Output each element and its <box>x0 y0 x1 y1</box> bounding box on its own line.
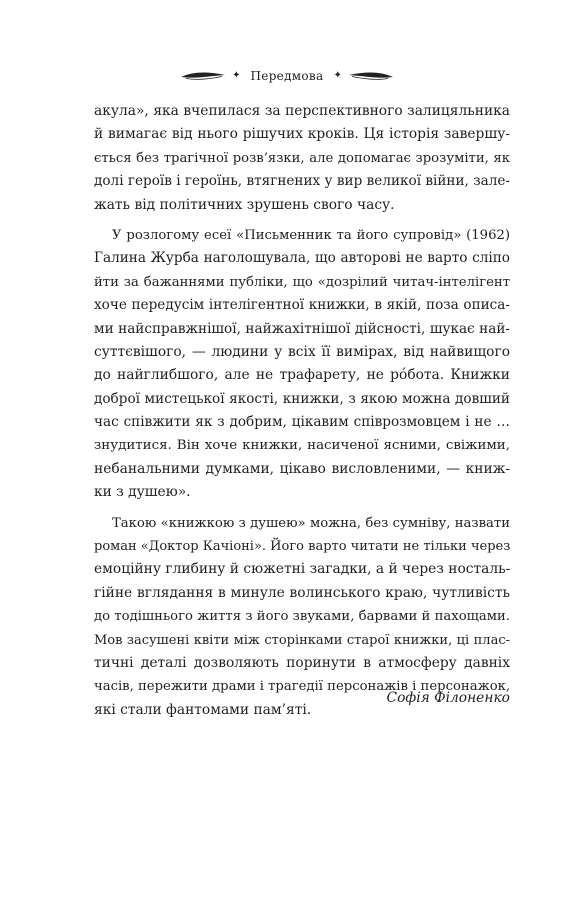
text-line: роман «Доктор Качіоні». Його варто читати не тільки через <box>94 539 511 555</box>
diamond-icon: ✦ <box>333 70 342 81</box>
text-line: Мов засушені квіти між сторінками старої книжки, ці плас- <box>94 632 510 648</box>
page-header-title: Передмова <box>250 69 324 83</box>
text-line: долі героїв і героїнь, втягнених у вир великої війни, зале- <box>94 173 510 190</box>
text-line: до найглибшого, але не трафарету, не рóбота. Книжки <box>94 367 510 384</box>
text-line: ми найсправжнішої, найжахітнішої дійсності, шукає най- <box>94 320 510 337</box>
text-line: Галина Журба наголошувала, що авторові не варто сліпо <box>94 250 510 267</box>
text-line: які стали фантомами пам’яті. <box>94 701 312 718</box>
text-line: суттєвішого, — людини у всіх її вимірах, від найвищого <box>94 343 510 360</box>
paragraph <box>94 224 510 505</box>
text-line: хоче передусім інтелігентної книжки, в якій, поза описа- <box>94 297 510 314</box>
text-line: час співжити як з добрим, цікавим співрозмовцем і не … <box>94 414 510 431</box>
text-line: й вимагає від нього рішучих кроків. Ця історія завершу- <box>94 126 510 143</box>
running-header <box>0 66 574 86</box>
text-line: ється без трагічної розв’язки, але допомагає зрозуміти, як <box>94 150 510 166</box>
text-line: емоційну глибину й сюжетні загадки, а й через носталь- <box>94 561 511 578</box>
left-swash-ornament-icon <box>180 70 226 82</box>
text-line: тичні деталі дозволяють поринути в атмосферу давніх <box>94 654 510 671</box>
text-line: ки з душею». <box>94 484 191 501</box>
text-line: небанальними думками, цікаво висловленими, — книж- <box>94 460 510 477</box>
text-line: акула», яка вчепилася за перспективного залицяльника <box>94 103 510 119</box>
text-line: доброї мистецької якості, книжки, з якою можна довший <box>94 390 510 407</box>
paragraph <box>94 100 510 217</box>
text-line: У розлогому есеї «Письменник та його супровід» (1962) <box>112 227 510 243</box>
text-line: до тодішнього життя з його звуками, барвами й пахощами. <box>94 609 510 625</box>
text-line: знудитися. Він хоче книжки, насиченої ясними, свіжими, <box>94 438 510 454</box>
text-line: жать від політичних зрушень свого часу. <box>94 196 395 213</box>
text-line: йти за бажаннями публіки, що «дозрілий читач-інтелігент <box>94 274 510 290</box>
author-signature: Софія Філоненко <box>386 690 510 706</box>
text-line: часів, пережити драми і трагедії персонажів і персонажок, <box>94 679 511 695</box>
text-line: Такою «книжкою з душею» можна, без сумніву, назвати <box>112 515 510 531</box>
right-swash-ornament-icon <box>348 70 394 82</box>
body-text <box>94 100 510 722</box>
text-line: гійне вглядання в минуле волинського краю, чутливість <box>94 584 510 601</box>
diamond-icon: ✦ <box>232 70 241 81</box>
